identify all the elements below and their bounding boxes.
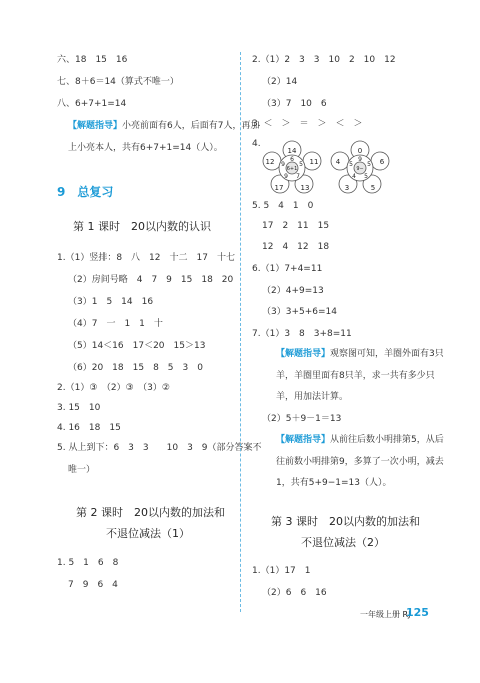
footer-grade: 一年级上册 RJ (360, 610, 411, 619)
answer-line-7: 七、8＋6＝14（算式不唯一） (57, 77, 179, 87)
flower1-ring-text: 9 (281, 161, 285, 168)
hint-text: 从前往后数小明排第5，从后 (330, 435, 444, 445)
number-flower-1 (258, 140, 326, 196)
r-q2-part1: 2.（1）2 3 3 10 2 10 12 (252, 55, 396, 65)
q5-answer: 5. 从上到下：6 3 3 10 3 9（部分答案不 (57, 443, 262, 453)
lesson-3-title-line2: 不退位减法（2） (301, 536, 385, 549)
flower2-petal-text: 0 (357, 147, 363, 155)
hint-text-line3: 羊，用加法计算。 (276, 392, 349, 402)
lesson-1-title: 第 1 课时 20以内数的认识 (73, 220, 211, 233)
hint-text: 观察图可知，羊圈外面有3只 (330, 349, 444, 359)
q1-part6: （6）20 18 15 8 5 3 0 (68, 363, 203, 373)
q1-part3: （3）1 5 14 16 (68, 297, 154, 307)
q3-answer: 3. 15 10 (57, 403, 101, 413)
section-title: 总复习 (77, 185, 114, 199)
flower2-ring-text: 5 (349, 161, 353, 168)
page-number: 125 (406, 606, 429, 619)
flower1-ring-text: 7 (296, 173, 300, 180)
answer-line-6: 六、18 15 16 (57, 55, 128, 65)
flower1-ring-text: 6 (290, 156, 294, 163)
l2-q1-row2: 7 9 6 4 (68, 580, 118, 590)
r-q5-row2: 17 2 11 15 (262, 221, 330, 231)
hint-text-line2: 羊，羊圈里面有8只羊，求一共有多少只 (276, 371, 435, 381)
r-q6-part3: （3）3+5+6=14 (262, 307, 337, 317)
lesson-3-title-line1: 第 3 课时 20以内数的加法和 (271, 515, 420, 528)
r-q7-part2: （2）5＋9－1＝13 (262, 414, 342, 424)
flower2-ring-text: 9 (358, 156, 362, 163)
flower2-petal-text: 5 (370, 184, 376, 192)
q2-answer: 2.（1）③ （2）③ （3）② (57, 383, 170, 393)
flower1-center-text: 6+1 (286, 166, 298, 172)
l2-q1-row1: 1. 5 1 6 8 (57, 558, 119, 568)
lesson-2-title-line1: 第 2 课时 20以内数的加法和 (76, 506, 225, 519)
q5-answer-cont: 唯一） (68, 465, 96, 475)
hint-text: 小亮前面有6人，后面有7人，再加 (122, 121, 260, 131)
flower1-petal-text: 17 (274, 184, 284, 192)
l3-q1-part2: （2）6 6 16 (262, 588, 327, 598)
flower1-petal-text: 13 (300, 184, 310, 192)
r-q2-part3: （3）7 10 6 (262, 99, 327, 109)
flower1-petal-text: 12 (265, 158, 275, 166)
r-q5-row3: 12 4 12 18 (262, 242, 330, 252)
q1-part4: （4）7 一 1 1 十 (68, 319, 163, 329)
flower2-ring-text: 5 (364, 173, 368, 180)
flower2-petal-text: 3 (344, 184, 350, 192)
hint-label: 【解题指导】 (276, 349, 331, 359)
flower1-petal-text: 11 (309, 158, 319, 166)
r-q3-answer: 3. ＜ ＞ ＝ ＞ ＜ ＞ (252, 119, 363, 129)
hint-label: 【解题指导】 (276, 435, 331, 445)
number-flower-2 (326, 140, 394, 196)
flower1-ring-text: 5 (299, 161, 303, 168)
q4-answer: 4. 16 18 15 (57, 423, 121, 433)
r-q2-part2: （2）14 (262, 77, 298, 87)
hint-text-line3: 1，共有5+9−1=13（人）。 (276, 478, 392, 488)
r-q4-label: 4. (252, 139, 261, 149)
hint-block-1 (68, 120, 259, 132)
hint-label: 【解题指导】 (68, 121, 123, 131)
q1-part5: （5）14＜16 17＜20 15＞13 (68, 341, 206, 351)
hint-block-3 (276, 434, 444, 446)
hint-block-2 (276, 348, 444, 360)
column-divider (240, 52, 241, 612)
r-q6-part2: （2）4+9=13 (262, 286, 324, 296)
r-q7-part1: 7.（1）3 8 3+8=11 (252, 329, 352, 339)
l3-q1-part1: 1.（1）17 1 (252, 566, 311, 576)
flower2-ring-text: 4 (352, 173, 356, 180)
flower2-center-text: 9− (356, 166, 364, 172)
r-q5-row1: 5. 5 4 1 0 (252, 201, 314, 211)
r-q6-part1: 6.（1）7+4=11 (252, 264, 323, 274)
flower1-ring-text: 9 (284, 173, 288, 180)
flower2-ring-text: 5 (367, 161, 371, 168)
hint-text-line2: 往前数小明排第9，多算了一次小明，减去 (276, 457, 444, 467)
flower2-petal-text: 4 (335, 158, 341, 166)
flower1-petal-text: 14 (287, 147, 297, 155)
section-heading (57, 183, 113, 200)
lesson-2-title-line2: 不退位减法（1） (106, 527, 190, 540)
q1-part1: 1.（1）竖排：8 八 12 十二 17 十七 (57, 253, 235, 263)
section-number: 9 (57, 185, 66, 199)
answer-line-8: 八、6+7+1=14 (57, 99, 127, 109)
flower2-petal-text: 6 (379, 158, 385, 166)
hint-text-line2: 上小亮本人，共有6+7+1=14（人）。 (68, 143, 223, 153)
q1-part2: （2）房间号略 4 7 9 15 18 20 (68, 275, 234, 285)
